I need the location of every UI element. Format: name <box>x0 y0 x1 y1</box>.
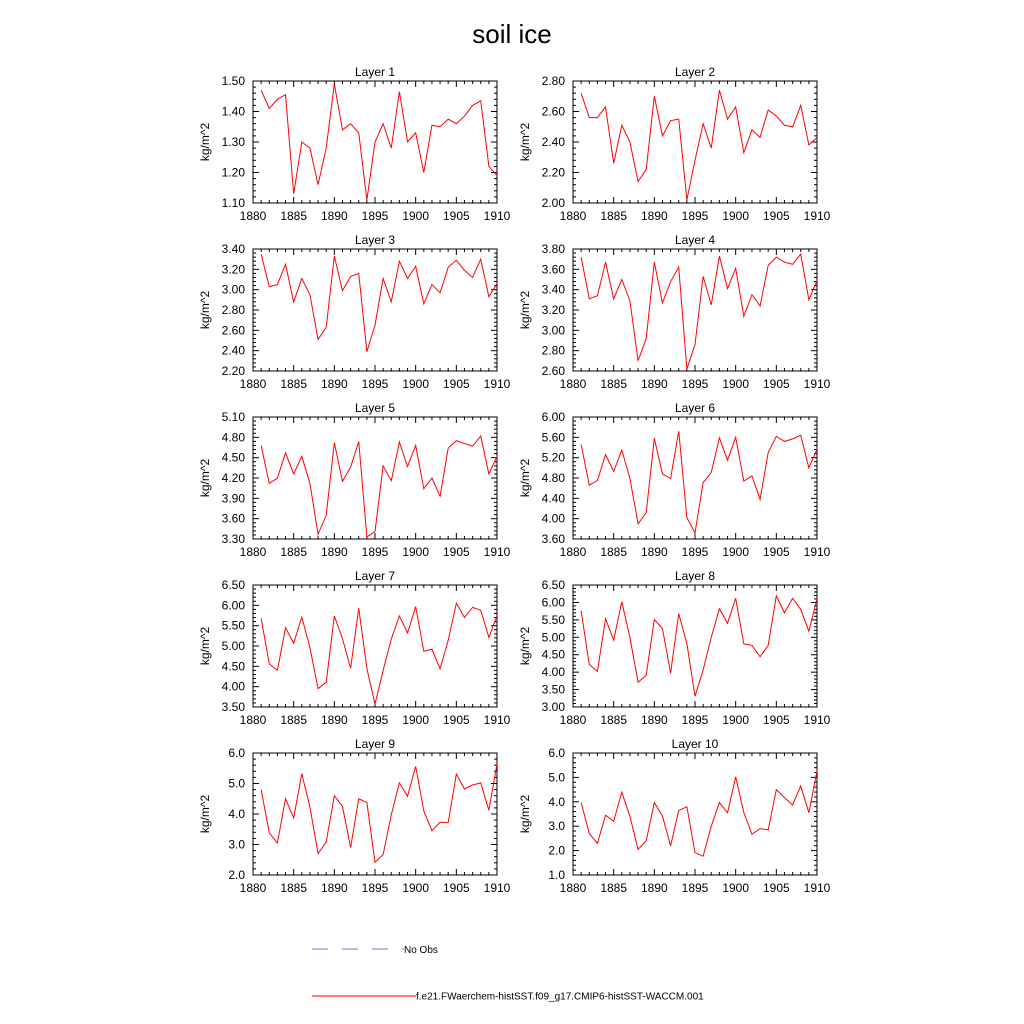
y-tick-label: 2.60 <box>541 104 565 119</box>
x-tick-label: 1895 <box>361 881 389 895</box>
panel-layer-5 <box>198 401 511 559</box>
y-tick-label: 2.80 <box>221 303 245 317</box>
y-tick-label: 2.0 <box>548 843 565 858</box>
y-tick-label: 2.80 <box>541 74 565 88</box>
y-tick-label: 5.20 <box>541 450 565 465</box>
plot-frame <box>253 585 497 707</box>
panel-title: Layer 8 <box>674 569 716 583</box>
y-tick-label: 5.0 <box>228 776 245 791</box>
y-tick-label: 2.40 <box>541 135 565 149</box>
y-tick-label: 3.40 <box>221 242 245 256</box>
panel-title: Layer 6 <box>674 401 716 415</box>
x-tick-label: 1900 <box>722 881 750 895</box>
panel-layer-4 <box>518 233 831 391</box>
plot-frame <box>253 249 497 371</box>
y-tick-label: 3.00 <box>221 282 245 297</box>
y-axis-label: kg/m^2 <box>518 290 532 330</box>
x-tick-label: 1885 <box>280 881 308 895</box>
panel-layer-10 <box>518 737 831 895</box>
y-tick-label: 2.60 <box>221 323 245 338</box>
plot-frame <box>573 753 817 875</box>
y-axis-label: kg/m^2 <box>518 794 532 834</box>
y-axis-label: kg/m^2 <box>518 626 532 666</box>
x-tick-label: 1880 <box>239 713 267 727</box>
y-tick-label: 4.0 <box>228 807 245 821</box>
x-tick-label: 1905 <box>762 209 790 223</box>
panel-layer-3 <box>198 233 511 391</box>
y-tick-label: 6.50 <box>541 578 565 592</box>
series-line <box>581 596 817 696</box>
y-tick-label: 2.0 <box>228 868 245 882</box>
x-tick-label: 1890 <box>320 377 348 391</box>
x-tick-label: 1885 <box>280 713 308 727</box>
x-tick-label: 1880 <box>559 713 587 727</box>
x-tick-label: 1910 <box>803 545 831 559</box>
y-tick-label: 1.30 <box>221 135 245 149</box>
y-tick-label: 4.00 <box>541 511 565 526</box>
x-tick-label: 1880 <box>559 377 587 391</box>
panel-layer-8 <box>518 569 831 727</box>
x-tick-label: 1900 <box>402 881 430 895</box>
panel-title: Layer 10 <box>671 737 719 751</box>
y-axis-label: kg/m^2 <box>518 122 532 162</box>
x-tick-label: 1885 <box>600 881 628 895</box>
panel-title: Layer 9 <box>354 737 396 751</box>
x-tick-label: 1910 <box>483 377 511 391</box>
x-tick-label: 1890 <box>320 881 348 895</box>
panel-title: Layer 1 <box>354 65 396 79</box>
y-tick-label: 6.50 <box>221 578 245 592</box>
y-tick-label: 3.50 <box>221 700 245 714</box>
y-tick-label: 3.0 <box>228 837 245 852</box>
x-tick-label: 1910 <box>483 209 511 223</box>
y-tick-label: 1.50 <box>221 74 245 88</box>
x-tick-label: 1900 <box>402 545 430 559</box>
y-tick-label: 2.00 <box>541 196 565 210</box>
x-tick-label: 1895 <box>681 713 709 727</box>
y-tick-label: 6.00 <box>541 410 565 424</box>
x-tick-label: 1895 <box>681 545 709 559</box>
panel-title: Layer 2 <box>674 65 716 79</box>
y-tick-label: 3.80 <box>541 242 565 256</box>
x-tick-label: 1885 <box>600 545 628 559</box>
x-tick-label: 1880 <box>239 377 267 391</box>
y-tick-label: 2.60 <box>541 364 565 378</box>
y-axis-label: kg/m^2 <box>518 458 532 498</box>
series-line <box>581 771 817 856</box>
x-tick-label: 1900 <box>402 209 430 223</box>
panel-grid <box>198 65 831 895</box>
x-tick-label: 1880 <box>239 545 267 559</box>
x-tick-label: 1905 <box>442 881 470 895</box>
x-tick-label: 1900 <box>722 209 750 223</box>
y-tick-label: 3.60 <box>541 532 565 546</box>
series-line <box>261 436 497 537</box>
y-tick-label: 4.00 <box>221 679 245 694</box>
y-tick-label: 4.50 <box>221 450 245 465</box>
x-tick-label: 1880 <box>239 209 267 223</box>
x-tick-label: 1895 <box>681 377 709 391</box>
x-tick-label: 1880 <box>559 209 587 223</box>
series-line <box>261 254 497 352</box>
x-tick-label: 1910 <box>483 881 511 895</box>
series-line <box>581 254 817 369</box>
x-tick-label: 1880 <box>559 881 587 895</box>
y-tick-label: 5.50 <box>541 612 565 627</box>
x-tick-label: 1905 <box>442 209 470 223</box>
x-tick-label: 1900 <box>722 377 750 391</box>
y-tick-label: 3.20 <box>221 262 245 277</box>
y-tick-label: 5.50 <box>221 618 245 633</box>
y-tick-label: 3.20 <box>541 303 565 317</box>
y-axis-label: kg/m^2 <box>198 794 212 834</box>
y-tick-label: 4.50 <box>221 659 245 674</box>
x-tick-label: 1885 <box>600 377 628 391</box>
plot-frame <box>573 249 817 371</box>
x-tick-label: 1890 <box>640 881 668 895</box>
panel-title: Layer 7 <box>354 569 396 583</box>
y-tick-label: 3.50 <box>541 682 565 697</box>
y-tick-label: 4.20 <box>221 471 245 485</box>
x-tick-label: 1905 <box>762 377 790 391</box>
y-tick-label: 4.0 <box>548 794 565 809</box>
x-tick-label: 1890 <box>320 713 348 727</box>
plot-frame <box>573 81 817 203</box>
x-tick-label: 1895 <box>361 713 389 727</box>
x-tick-label: 1900 <box>722 713 750 727</box>
panel-layer-9 <box>198 737 511 895</box>
x-tick-label: 1910 <box>483 713 511 727</box>
series-line <box>261 84 497 200</box>
x-tick-label: 1890 <box>320 545 348 559</box>
y-tick-label: 6.0 <box>548 746 565 760</box>
plot-frame <box>573 417 817 539</box>
x-tick-label: 1905 <box>442 713 470 727</box>
y-tick-label: 3.00 <box>541 700 565 714</box>
x-tick-label: 1880 <box>559 545 587 559</box>
legend <box>312 945 704 1003</box>
x-tick-label: 1910 <box>803 209 831 223</box>
panel-title: Layer 5 <box>354 401 396 415</box>
y-tick-label: 5.0 <box>548 770 565 785</box>
y-tick-label: 3.60 <box>541 262 565 277</box>
y-tick-label: 4.80 <box>221 430 245 445</box>
figure-title: soil ice <box>472 19 552 49</box>
y-tick-label: 1.40 <box>221 104 245 119</box>
x-tick-label: 1895 <box>361 545 389 559</box>
x-tick-label: 1910 <box>803 377 831 391</box>
legend-model-label: f.e21.FWaerchem-histSST.f09_g17.CMIP6-histSST-WACCM.001 <box>416 991 704 1003</box>
y-tick-label: 1.20 <box>221 165 245 180</box>
y-tick-label: 2.40 <box>221 343 245 358</box>
y-tick-label: 2.20 <box>541 165 565 180</box>
x-tick-label: 1890 <box>640 209 668 223</box>
y-tick-label: 5.00 <box>541 630 565 645</box>
y-axis-label: kg/m^2 <box>198 626 212 666</box>
x-tick-label: 1885 <box>280 545 308 559</box>
y-tick-label: 6.00 <box>541 595 565 610</box>
x-tick-label: 1895 <box>681 881 709 895</box>
panel-title: Layer 3 <box>354 233 396 247</box>
x-tick-label: 1905 <box>442 377 470 391</box>
x-tick-label: 1895 <box>681 209 709 223</box>
panel-layer-1 <box>198 65 511 223</box>
y-tick-label: 3.60 <box>221 511 245 526</box>
series-line <box>581 90 817 200</box>
y-tick-label: 6.0 <box>228 746 245 760</box>
y-tick-label: 4.40 <box>541 491 565 506</box>
x-tick-label: 1890 <box>640 545 668 559</box>
legend-obs-label: No Obs <box>404 945 438 956</box>
y-tick-label: 4.50 <box>541 647 565 662</box>
y-tick-label: 4.80 <box>541 471 565 485</box>
panel-layer-6 <box>518 401 831 559</box>
y-tick-label: 3.30 <box>221 532 245 546</box>
x-tick-label: 1910 <box>803 713 831 727</box>
x-tick-label: 1895 <box>361 209 389 223</box>
y-tick-label: 3.00 <box>541 323 565 338</box>
x-tick-label: 1905 <box>762 713 790 727</box>
x-tick-label: 1890 <box>640 377 668 391</box>
y-tick-label: 2.80 <box>541 343 565 358</box>
x-tick-label: 1885 <box>600 713 628 727</box>
series-line <box>581 431 817 533</box>
x-tick-label: 1910 <box>803 881 831 895</box>
y-tick-label: 2.20 <box>221 364 245 378</box>
x-tick-label: 1885 <box>280 377 308 391</box>
y-tick-label: 3.0 <box>548 819 565 834</box>
y-axis-label: kg/m^2 <box>198 458 212 498</box>
panel-title: Layer 4 <box>674 233 716 247</box>
y-tick-label: 5.60 <box>541 430 565 445</box>
panel-layer-7 <box>198 569 511 727</box>
x-tick-label: 1900 <box>402 713 430 727</box>
x-tick-label: 1885 <box>600 209 628 223</box>
y-tick-label: 1.10 <box>221 196 245 210</box>
y-tick-label: 6.00 <box>221 598 245 613</box>
series-line <box>261 603 497 704</box>
y-axis-label: kg/m^2 <box>198 122 212 162</box>
panel-layer-2 <box>518 65 831 223</box>
x-tick-label: 1890 <box>320 209 348 223</box>
x-tick-label: 1885 <box>280 209 308 223</box>
y-axis-label: kg/m^2 <box>198 290 212 330</box>
series-line <box>261 764 497 863</box>
x-tick-label: 1910 <box>483 545 511 559</box>
x-tick-label: 1900 <box>402 377 430 391</box>
y-tick-label: 3.90 <box>221 491 245 506</box>
x-tick-label: 1890 <box>640 713 668 727</box>
x-tick-label: 1895 <box>361 377 389 391</box>
plot-frame <box>253 417 497 539</box>
x-tick-label: 1905 <box>762 545 790 559</box>
y-tick-label: 3.40 <box>541 282 565 297</box>
y-tick-label: 4.00 <box>541 665 565 680</box>
x-tick-label: 1900 <box>722 545 750 559</box>
plot-frame <box>253 753 497 875</box>
y-tick-label: 5.00 <box>221 639 245 653</box>
x-tick-label: 1905 <box>762 881 790 895</box>
y-tick-label: 5.10 <box>221 410 245 424</box>
x-tick-label: 1880 <box>239 881 267 895</box>
y-tick-label: 1.0 <box>548 868 565 882</box>
x-tick-label: 1905 <box>442 545 470 559</box>
